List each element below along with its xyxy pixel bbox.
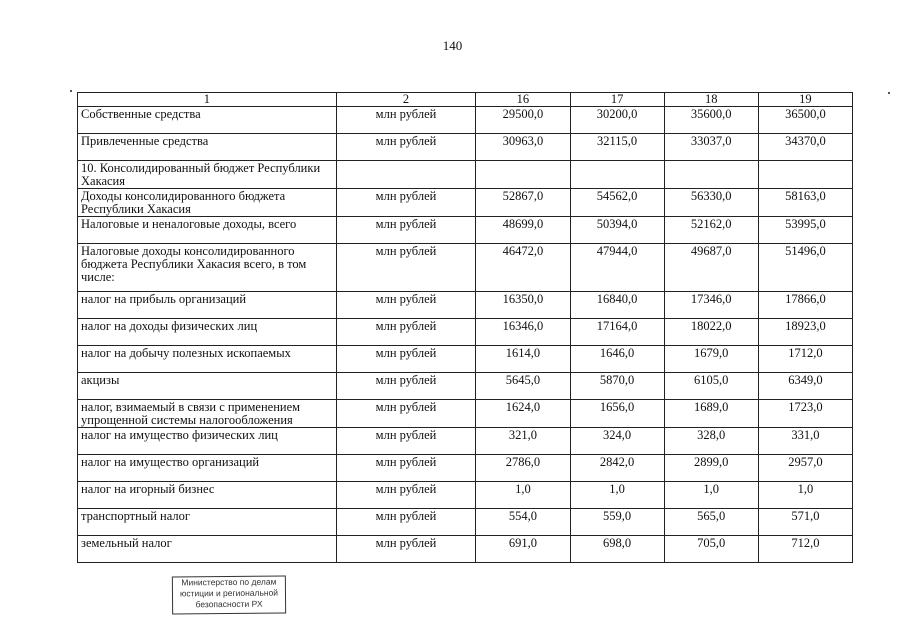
value-cell: 712,0 <box>758 536 852 563</box>
value-cell: 2842,0 <box>570 455 664 482</box>
value-cell: 36500,0 <box>758 107 852 134</box>
indicator-name-cell: 10. Консолидированный бюджет Республики Хакасия <box>78 161 337 189</box>
indicator-name-cell: налог на игорный бизнес <box>78 482 337 509</box>
unit-cell: млн рублей <box>336 428 476 455</box>
value-cell: 16350,0 <box>476 292 570 319</box>
column-header: 17 <box>570 93 664 107</box>
value-cell: 321,0 <box>476 428 570 455</box>
table-row <box>78 482 853 509</box>
table-row <box>78 134 853 161</box>
value-cell: 328,0 <box>664 428 758 455</box>
budget-table <box>77 92 853 563</box>
unit-cell: млн рублей <box>336 319 476 346</box>
indicator-name-cell: налог на добычу полезных ископаемых <box>78 346 337 373</box>
value-cell: 30963,0 <box>476 134 570 161</box>
indicator-name-cell: налог на прибыль организаций <box>78 292 337 319</box>
unit-cell: млн рублей <box>336 509 476 536</box>
value-cell: 49687,0 <box>664 244 758 292</box>
unit-cell: млн рублей <box>336 373 476 400</box>
value-cell <box>570 161 664 189</box>
value-cell: 16840,0 <box>570 292 664 319</box>
value-cell: 2957,0 <box>758 455 852 482</box>
value-cell: 554,0 <box>476 509 570 536</box>
value-cell: 34370,0 <box>758 134 852 161</box>
indicator-name-cell: Доходы консолидированного бюджета Республики Хакасия <box>78 189 337 217</box>
unit-cell: млн рублей <box>336 482 476 509</box>
value-cell: 52867,0 <box>476 189 570 217</box>
value-cell: 6349,0 <box>758 373 852 400</box>
ministry-stamp <box>172 576 286 615</box>
unit-cell: млн рублей <box>336 244 476 292</box>
value-cell <box>476 161 570 189</box>
table-row <box>78 292 853 319</box>
value-cell: 54562,0 <box>570 189 664 217</box>
value-cell: 331,0 <box>758 428 852 455</box>
value-cell: 50394,0 <box>570 217 664 244</box>
value-cell: 52162,0 <box>664 217 758 244</box>
column-header: 1 <box>78 93 337 107</box>
value-cell: 46472,0 <box>476 244 570 292</box>
column-header: 2 <box>336 93 476 107</box>
indicator-name-cell: налог на имущество физических лиц <box>78 428 337 455</box>
value-cell: 571,0 <box>758 509 852 536</box>
indicator-name-cell: Налоговые доходы консолидированного бюджета Республики Хакасия всего, в том числе: <box>78 244 337 292</box>
value-cell: 32115,0 <box>570 134 664 161</box>
value-cell: 56330,0 <box>664 189 758 217</box>
indicator-name-cell: акцизы <box>78 373 337 400</box>
unit-cell: млн рублей <box>336 292 476 319</box>
unit-cell: млн рублей <box>336 107 476 134</box>
value-cell: 1712,0 <box>758 346 852 373</box>
table-row <box>78 400 853 428</box>
value-cell: 58163,0 <box>758 189 852 217</box>
table-row <box>78 244 853 292</box>
stamp-line: безопасности РХ <box>195 598 263 610</box>
unit-cell: млн рублей <box>336 346 476 373</box>
value-cell: 1614,0 <box>476 346 570 373</box>
value-cell: 2899,0 <box>664 455 758 482</box>
value-cell: 1,0 <box>570 482 664 509</box>
table-row <box>78 428 853 455</box>
value-cell: 35600,0 <box>664 107 758 134</box>
value-cell: 17346,0 <box>664 292 758 319</box>
value-cell: 6105,0 <box>664 373 758 400</box>
indicator-name-cell: Налоговые и неналоговые доходы, всего <box>78 217 337 244</box>
table-row <box>78 107 853 134</box>
indicator-name-cell: Собственные средства <box>78 107 337 134</box>
value-cell: 18923,0 <box>758 319 852 346</box>
value-cell: 705,0 <box>664 536 758 563</box>
table-row <box>78 373 853 400</box>
table-row <box>78 455 853 482</box>
value-cell <box>664 161 758 189</box>
value-cell: 1646,0 <box>570 346 664 373</box>
value-cell: 691,0 <box>476 536 570 563</box>
scan-speck <box>70 90 72 92</box>
column-header: 18 <box>664 93 758 107</box>
value-cell: 17866,0 <box>758 292 852 319</box>
value-cell: 51496,0 <box>758 244 852 292</box>
value-cell: 1656,0 <box>570 400 664 428</box>
unit-cell: млн рублей <box>336 134 476 161</box>
header-row <box>78 93 853 107</box>
column-header: 19 <box>758 93 852 107</box>
indicator-name-cell: транспортный налог <box>78 509 337 536</box>
unit-cell: млн рублей <box>336 400 476 428</box>
value-cell: 18022,0 <box>664 319 758 346</box>
unit-cell: млн рублей <box>336 536 476 563</box>
column-header: 16 <box>476 93 570 107</box>
value-cell: 565,0 <box>664 509 758 536</box>
value-cell: 33037,0 <box>664 134 758 161</box>
value-cell: 324,0 <box>570 428 664 455</box>
value-cell: 1689,0 <box>664 400 758 428</box>
table-row <box>78 161 853 189</box>
value-cell: 53995,0 <box>758 217 852 244</box>
table-row <box>78 536 853 563</box>
value-cell <box>758 161 852 189</box>
value-cell: 1624,0 <box>476 400 570 428</box>
stamp-line: юстиции и региональной <box>179 587 279 599</box>
value-cell: 1,0 <box>664 482 758 509</box>
stamp-line: Министерство по делам <box>181 576 277 588</box>
value-cell: 1723,0 <box>758 400 852 428</box>
value-cell: 17164,0 <box>570 319 664 346</box>
table-row <box>78 509 853 536</box>
indicator-name-cell: земельный налог <box>78 536 337 563</box>
indicator-name-cell: Привлеченные средства <box>78 134 337 161</box>
unit-cell: млн рублей <box>336 217 476 244</box>
value-cell: 29500,0 <box>476 107 570 134</box>
unit-cell <box>336 161 476 189</box>
value-cell: 16346,0 <box>476 319 570 346</box>
table-row <box>78 346 853 373</box>
value-cell: 47944,0 <box>570 244 664 292</box>
indicator-name-cell: налог, взимаемый в связи с применением упрощенной системы налогообложения <box>78 400 337 428</box>
page-number: 140 <box>442 38 463 53</box>
value-cell: 5870,0 <box>570 373 664 400</box>
table-row <box>78 217 853 244</box>
value-cell: 5645,0 <box>476 373 570 400</box>
value-cell: 559,0 <box>570 509 664 536</box>
table-row <box>78 189 853 217</box>
value-cell: 30200,0 <box>570 107 664 134</box>
value-cell: 1,0 <box>476 482 570 509</box>
table-row <box>78 319 853 346</box>
value-cell: 1,0 <box>758 482 852 509</box>
indicator-name-cell: налог на доходы физических лиц <box>78 319 337 346</box>
unit-cell: млн рублей <box>336 455 476 482</box>
value-cell: 2786,0 <box>476 455 570 482</box>
scan-speck <box>888 92 890 94</box>
value-cell: 698,0 <box>570 536 664 563</box>
indicator-name-cell: налог на имущество организаций <box>78 455 337 482</box>
value-cell: 1679,0 <box>664 346 758 373</box>
value-cell: 48699,0 <box>476 217 570 244</box>
unit-cell: млн рублей <box>336 189 476 217</box>
